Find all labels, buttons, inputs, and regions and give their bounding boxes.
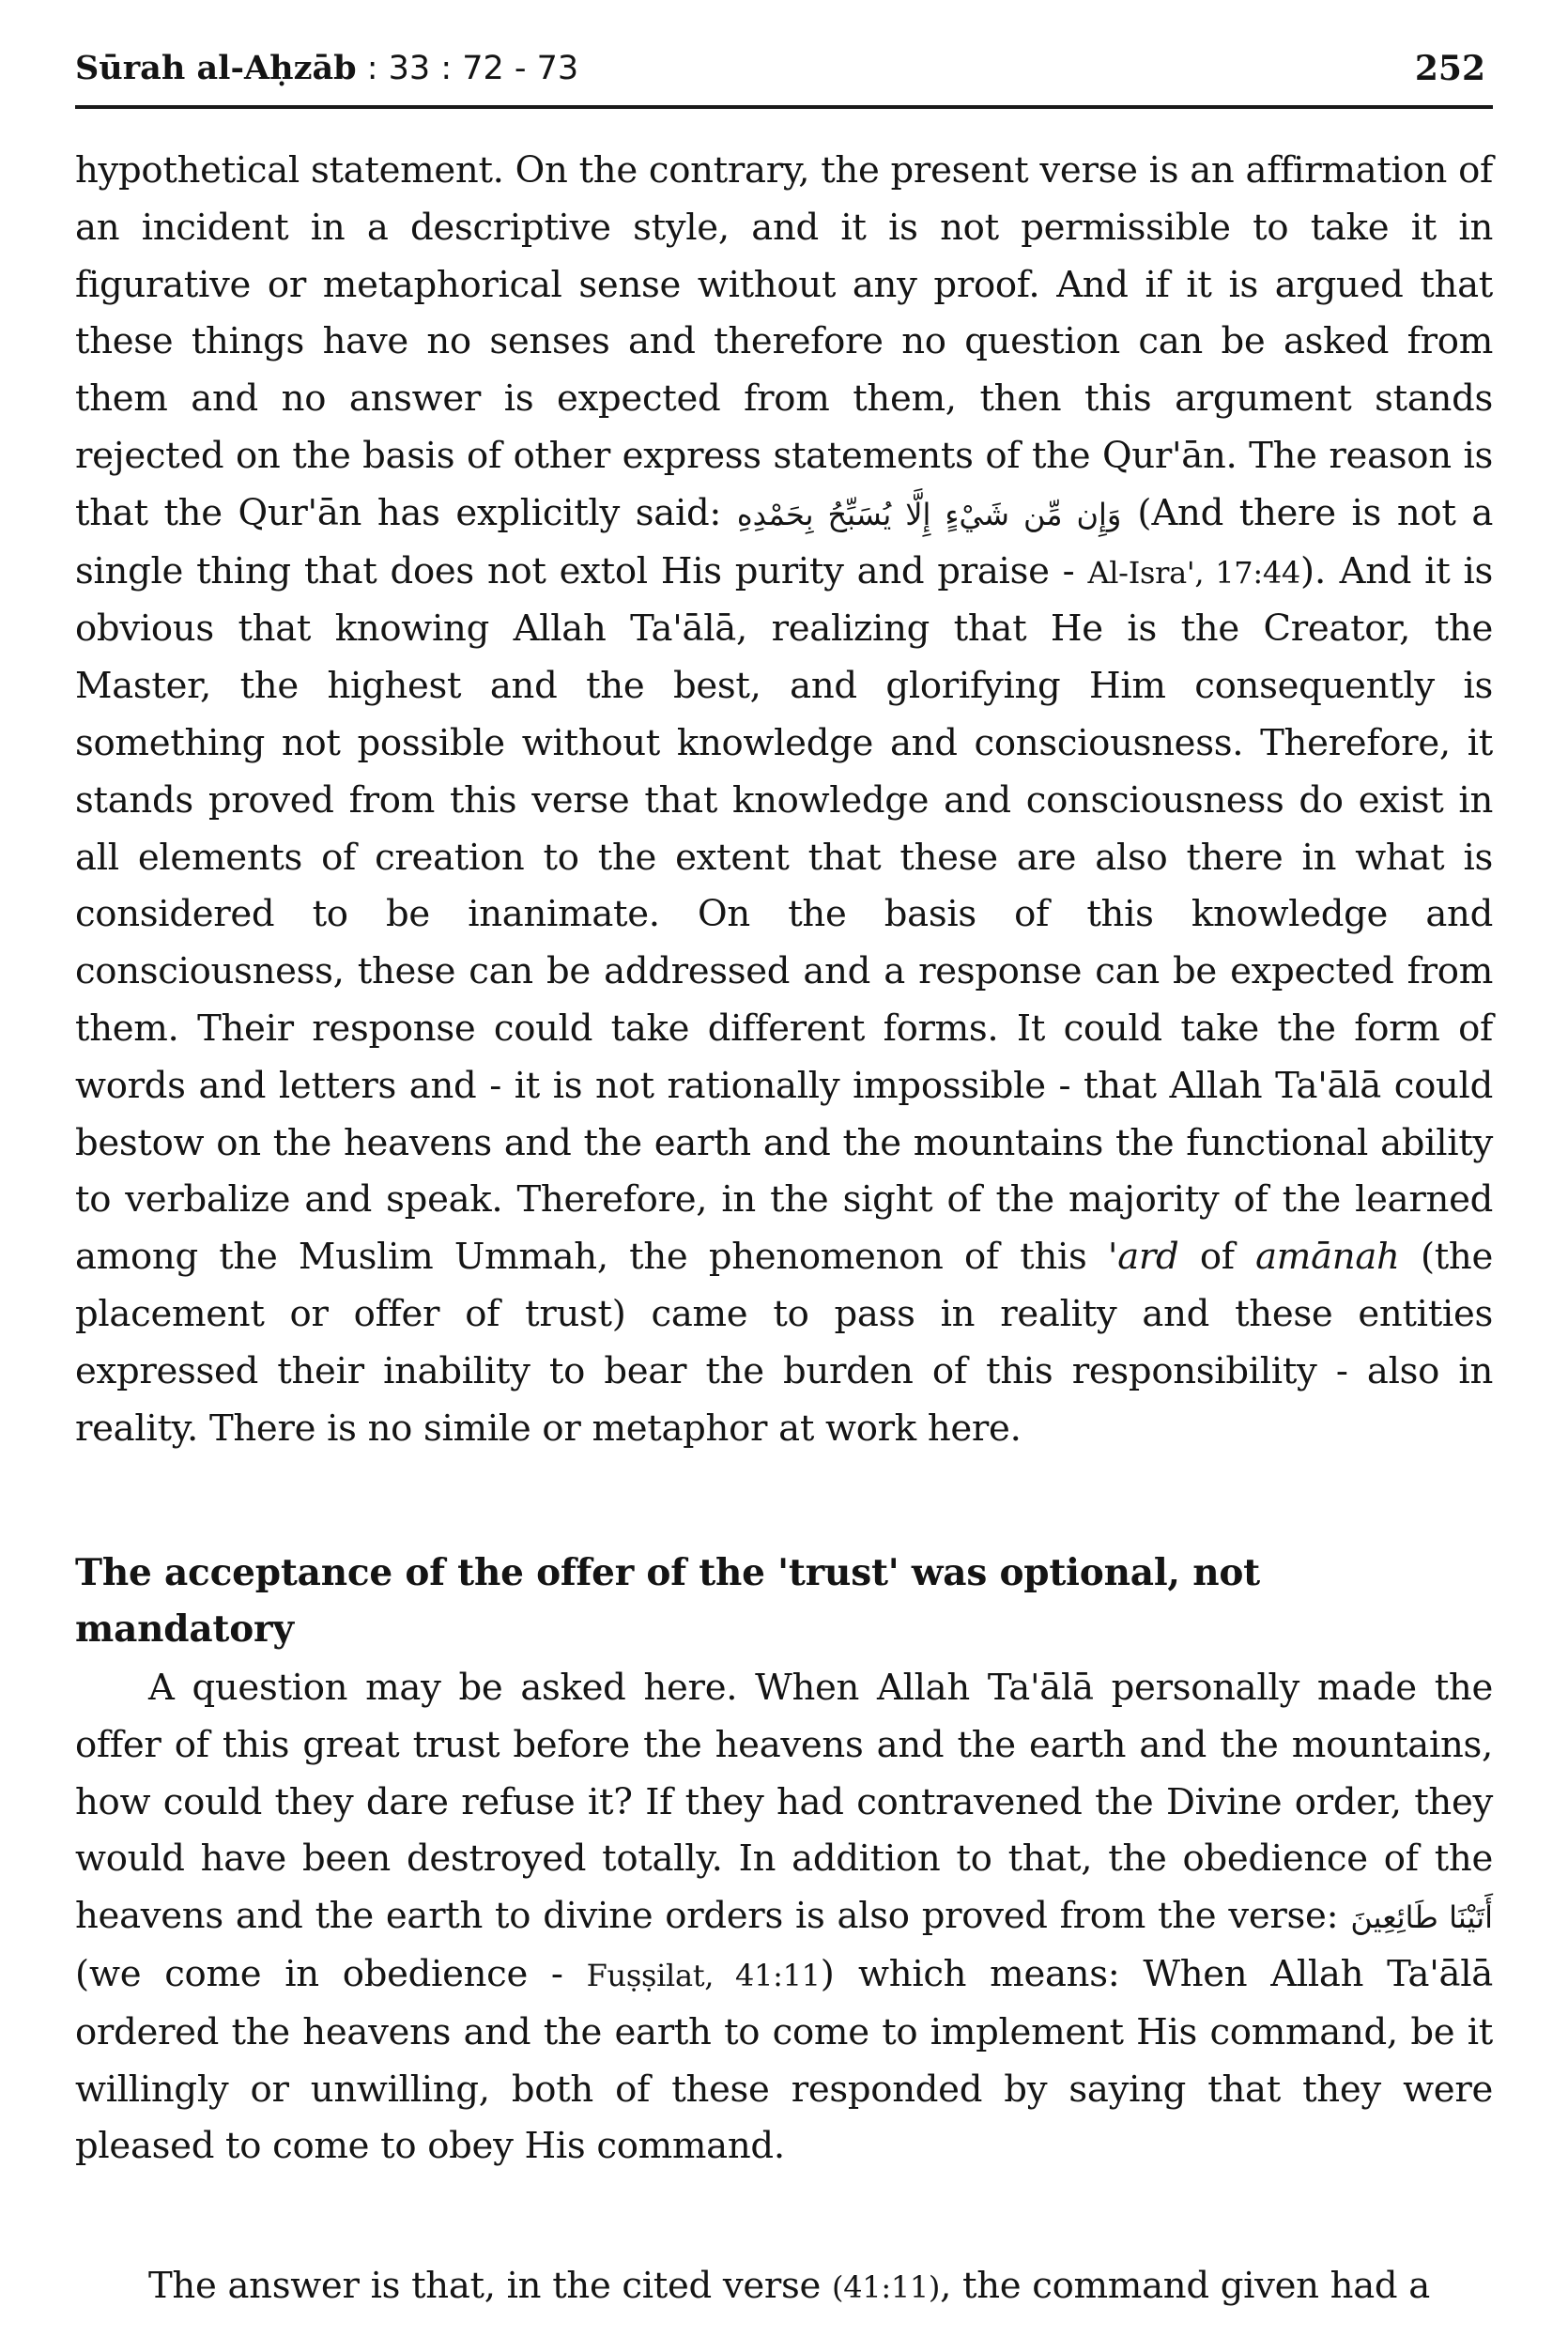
paragraph-text: hypothetical statement. On the contrary, the present verse is an affirmation of an incident in a descriptive style, and it is not permissible to take it in figurative or metaphorical sense without any proof. And if it is argued that these things have no senses and therefore no question can be asked from them and no answer is expected from them, then this argument stands rejected on the basis of other express statements of the Qur'ān. The reason is that the Qur'ān has explicitly said: xyxy=(75,149,1493,534)
paragraph-text: , the command given had a xyxy=(940,2265,1430,2307)
paragraph-text: The answer is that, in the cited verse xyxy=(148,2265,833,2307)
paragraph-text: (we come in obedience - xyxy=(75,1952,587,1995)
body-paragraph-2 xyxy=(75,1660,1493,2176)
paragraph-text: (And there is not a single thing that does not extol His purity and praise - xyxy=(75,491,1494,592)
surah-name: Sūrah al-Aḥzāb xyxy=(75,49,357,87)
paragraph-text: (the placement or offer of trust) came to pass in reality and these entities expressed their inability to bear the burden of this responsibility - also in reality. There is no simile or metaphor at work here. xyxy=(75,1236,1493,1450)
transliterated-term: amānah xyxy=(1255,1236,1400,1279)
arabic-quote: أَتَيْنَا طَائِعِينَ xyxy=(1350,1899,1493,1936)
arabic-quote: وَإِن مِّن شَيْءٍ إِلَّا يُسَبِّحُ بِحَمْدِهِ xyxy=(736,496,1122,532)
verse-reference: : 33 : 72 - 73 xyxy=(356,50,579,87)
citation: (41:11) xyxy=(832,2269,941,2305)
body-paragraph-1 xyxy=(75,143,1493,1457)
running-header xyxy=(75,49,1493,109)
transliterated-term: 'ard xyxy=(1107,1236,1179,1279)
paragraph-text: ) which means: When Allah Ta'ālā ordered the heavens and the earth to come to implement His command, be it willingly or unwilling, both of these responded by saying that they were pleased to come to obey His command. xyxy=(75,1952,1493,2168)
paragraph-text: A question may be asked here. When Allah Ta'ālā personally made the offer of this great trust before the heavens and the earth and the mountains, how could they dare refuse it? If they had contravened the Divine order, they would have been destroyed totally. In addition to that, the obedience of the heavens and the earth to divine orders is also proved from the verse: xyxy=(75,1667,1493,1938)
page-number: 252 xyxy=(1414,49,1485,88)
section-heading: The acceptance of the offer of the 'trust' was optional, not mandatory xyxy=(75,1551,1260,1651)
citation: Al-Isra', 17:44 xyxy=(1087,554,1300,591)
paragraph-text: ). And it is obvious that knowing Allah Ta'ālā, realizing that He is the Creator, the Master, the highest and the best, and glorifying Him consequently is something not possible without knowledge and consciousness. Therefore, it stands proved from this verse that knowledge and consciousness do exist in all elements of creation to the extent that these are also there in what is considered to be inanimate. On the basis of this knowledge and consciousness, these can be addressed and a response can be expected from them. Their response could take different forms. It could take the form of words and letters and - it is not rationally impossible - that Allah Ta'ālā could bestow on the heavens and the earth and the mountains the functional ability to verbalize and speak. Therefore, in the sight of the majority of the learned among the Muslim Ummah, the phenomenon of this xyxy=(75,549,1493,1279)
citation: Fuṣṣilat, 41:11 xyxy=(586,1957,821,1993)
paragraph-text: of xyxy=(1178,1236,1256,1279)
body-paragraph-3 xyxy=(75,2258,1493,2316)
header-title xyxy=(75,49,578,87)
